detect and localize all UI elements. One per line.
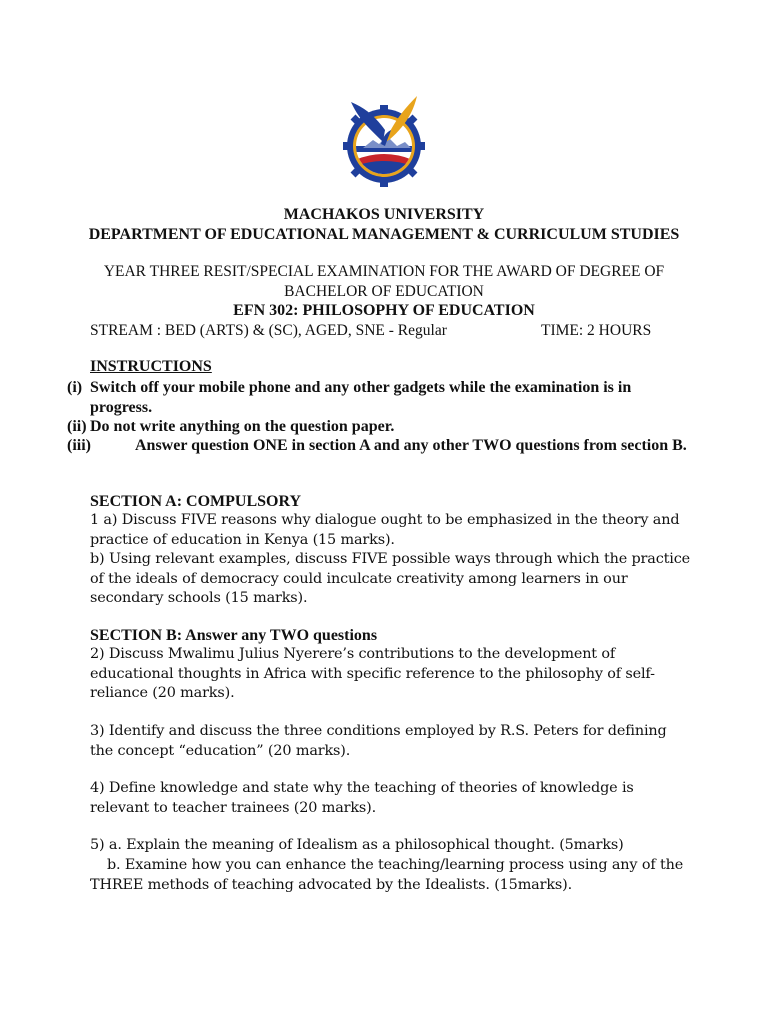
instruction-text: Switch off your mobile phone and any other gadgets while the examination is in progress. (90, 379, 632, 416)
instruction-text-body: Answer question ONE in section A and any other TWO questions from section B. (135, 437, 687, 454)
question-5b: b. Examine how you can enhance the teaching/learning process using any of the THREE methods of teaching advocated by the Idealists. (15marks). (90, 857, 684, 893)
university-logo-icon (341, 90, 427, 190)
instructions-title: INSTRUCTIONS (90, 358, 212, 375)
question-3: 3) Identify and discuss the three conditions employed by R.S. Peters for defining the concept “education” (20 marks). (90, 723, 667, 759)
instruction-number: (ii) (67, 418, 87, 435)
department-name: DEPARTMENT OF EDUCATIONAL MANAGEMENT & CURRICULUM STUDIES (88, 226, 680, 243)
stream-info: STREAM : BED (ARTS) & (SC), AGED, SNE - Regular (90, 322, 447, 339)
section-b-title: SECTION B: Answer any TWO questions (90, 627, 378, 644)
university-name: MACHAKOS UNIVERSITY (283, 206, 485, 223)
question-1a: 1 a) Discuss FIVE reasons why dialogue ought to be emphasized in the theory and practice of education in Kenya (15 marks). (90, 512, 680, 548)
question-5a: 5) a. Explain the meaning of Idealism as a philosophical thought. (5marks) (90, 837, 624, 853)
exam-duration: TIME: 2 HOURS (541, 322, 652, 339)
exam-title (0, 262, 768, 302)
question-2: 2) Discuss Mwalimu Julius Nyerere’s contributions to the development of educational thoughts in Africa with specific reference to the philosophy of self-reliance (20 marks). (90, 646, 655, 701)
section-a-title: SECTION A: COMPULSORY (90, 493, 302, 510)
course-title: EFN 302: PHILOSOPHY OF EDUCATION (233, 302, 535, 319)
instruction-item (67, 417, 707, 437)
instruction-number: (iii) (67, 437, 91, 454)
question-4: 4) Define knowledge and state why the teaching of theories of knowledge is relevant to teacher trainees (20 marks). (90, 780, 634, 816)
instruction-item (67, 378, 707, 418)
question-1b: b) Using relevant examples, discuss FIVE possible ways through which the practice of the ideals of democracy could inculcate creativity among learners in our secondary schools (15 marks). (90, 551, 690, 606)
instruction-number: (i) (67, 379, 83, 396)
exam-title-line2: BACHELOR OF EDUCATION (284, 283, 484, 300)
instruction-item (67, 436, 707, 476)
instruction-text (90, 436, 690, 456)
instruction-text: Do not write anything on the question paper. (90, 418, 395, 435)
exam-title-line1: YEAR THREE RESIT/SPECIAL EXAMINATION FOR THE AWARD OF DEGREE OF (103, 263, 665, 280)
